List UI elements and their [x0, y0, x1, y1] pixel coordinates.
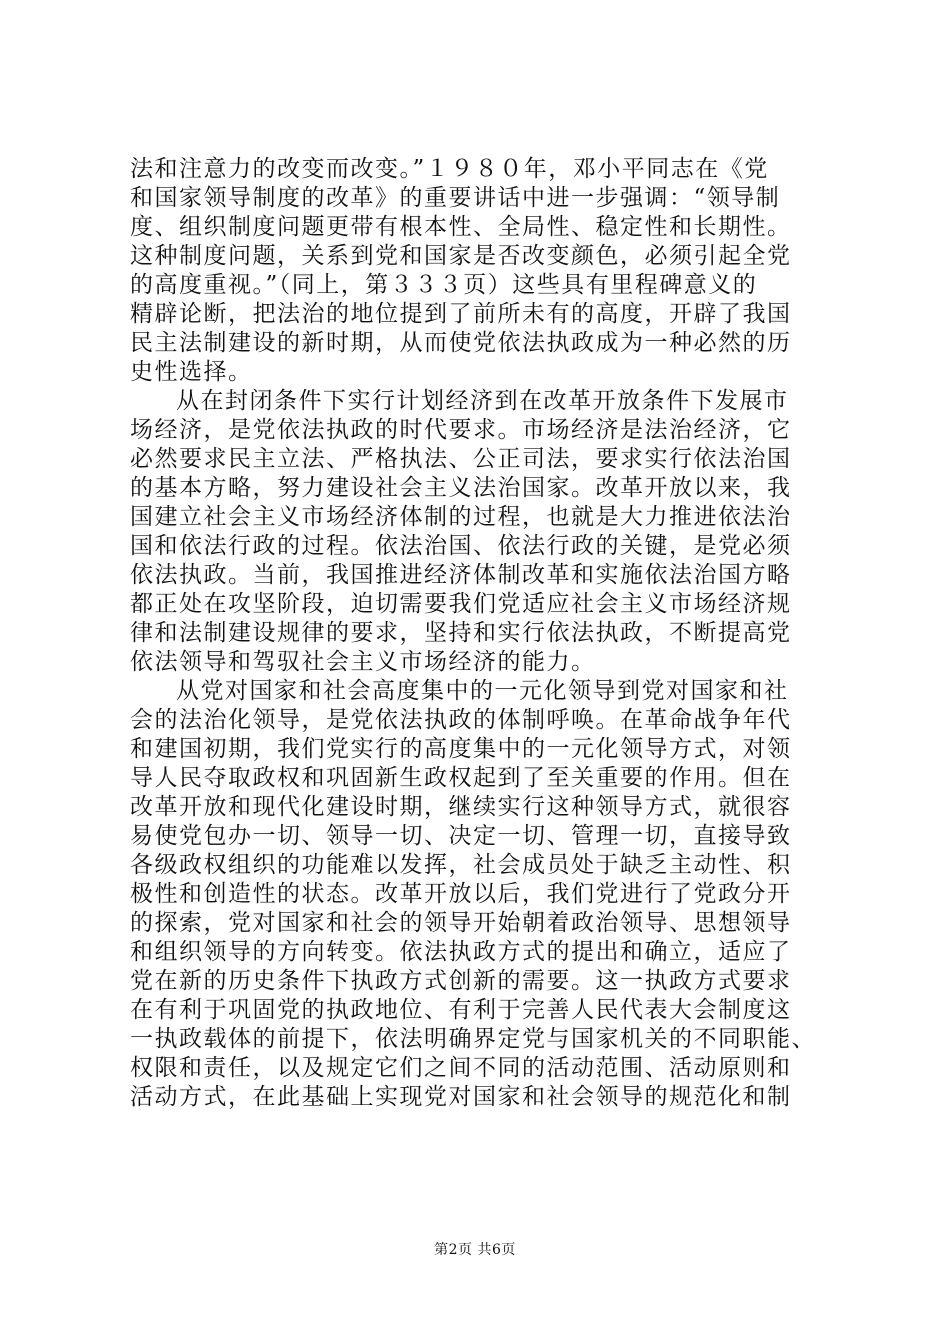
text-line: 极性和创造性的状态。改革开放以后，我们党进行了党政分开 [130, 881, 792, 907]
text-line: 的基本方略，努力建设社会主义法治国家。改革开放以来，我 [130, 475, 792, 501]
text-line: 度、组织制度问题更带有根本性、全局性、稳定性和长期性。 [130, 214, 792, 240]
text-line: 这种制度问题，关系到党和国家是否改变颜色，必须引起全党 [130, 243, 792, 269]
text-line: 都正处在攻坚阶段，迫切需要我们党适应社会主义市场经济规 [130, 591, 792, 617]
text-line: 依法执政。当前，我国推进经济体制改革和实施依法治国方略 [130, 562, 792, 588]
text-line: 各级政权组织的功能难以发挥，社会成员处于缺乏主动性、积 [130, 852, 792, 878]
text-line: 在有利于巩固党的执政地位、有利于完善人民代表大会制度这 [130, 997, 792, 1023]
text-line: 场经济，是党依法执政的时代要求。市场经济是法治经济，它 [130, 417, 792, 443]
page-number: 第2页 共6页 [434, 1242, 516, 1258]
text-line: 导人民夺取政权和巩固新生政权起到了至关重要的作用。但在 [130, 765, 792, 791]
text-line: 党在新的历史条件下执政方式创新的需要。这一执政方式要求 [130, 968, 792, 994]
text-line: 从在封闭条件下实行计划经济到在改革开放条件下发展市 [176, 388, 789, 414]
paragraph-3 [130, 677, 830, 1112]
paragraph-2 [130, 387, 830, 677]
paragraph-1 [130, 155, 830, 387]
text-line: 必然要求民主立法、严格执法、公正司法，要求实行依法治国 [130, 446, 792, 472]
text-line: 会的法治化领导，是党依法执政的体制呼唤。在革命战争年代 [130, 707, 792, 733]
text-line: 民主法制建设的新时期，从而使党依法执政成为一种必然的历 [130, 330, 792, 356]
text-line: 法和注意力的改变而改变。”１９８０年，邓小平同志在《党 [130, 156, 769, 182]
text-line: 史性选择。 [130, 359, 253, 385]
text-line: 易使党包办一切、领导一切、决定一切、管理一切，直接导致 [130, 823, 792, 849]
text-line: 和国家领导制度的改革》的重要讲话中进一步强调：“领导制 [130, 185, 781, 211]
text-line: 一执政载体的前提下，依法明确界定党与国家机关的不同职能、 [130, 1026, 816, 1052]
text-line: 和组织领导的方向转变。依法执政方式的提出和确立，适应了 [130, 939, 792, 965]
text-line: 律和法制建设规律的要求，坚持和实行依法执政，不断提高党 [130, 620, 792, 646]
text-line: 的高度重视。”（同上，第３３３页）这些具有里程碑意义的 [130, 272, 758, 298]
text-line: 改革开放和现代化建设时期，继续实行这种领导方式，就很容 [130, 794, 792, 820]
text-line: 活动方式，在此基础上实现党对国家和社会领导的规范化和制 [130, 1084, 792, 1110]
text-line: 的探索，党对国家和社会的领导开始朝着政治领导、思想领导 [130, 910, 792, 936]
body-text [130, 155, 830, 1112]
page-footer [0, 1241, 950, 1259]
text-line: 国建立社会主义市场经济体制的过程，也就是大力推进依法治 [130, 504, 792, 530]
text-line: 和建国初期，我们党实行的高度集中的一元化领导方式，对领 [130, 736, 792, 762]
text-line: 从党对国家和社会高度集中的一元化领导到党对国家和社 [176, 678, 789, 704]
text-line: 精辟论断，把法治的地位提到了前所未有的高度，开辟了我国 [130, 301, 792, 327]
text-line: 国和依法行政的过程。依法治国、依法行政的关键，是党必须 [130, 533, 792, 559]
text-line: 权限和责任，以及规定它们之间不同的活动范围、活动原则和 [130, 1055, 792, 1081]
text-line: 依法领导和驾驭社会主义市场经济的能力。 [130, 649, 596, 675]
